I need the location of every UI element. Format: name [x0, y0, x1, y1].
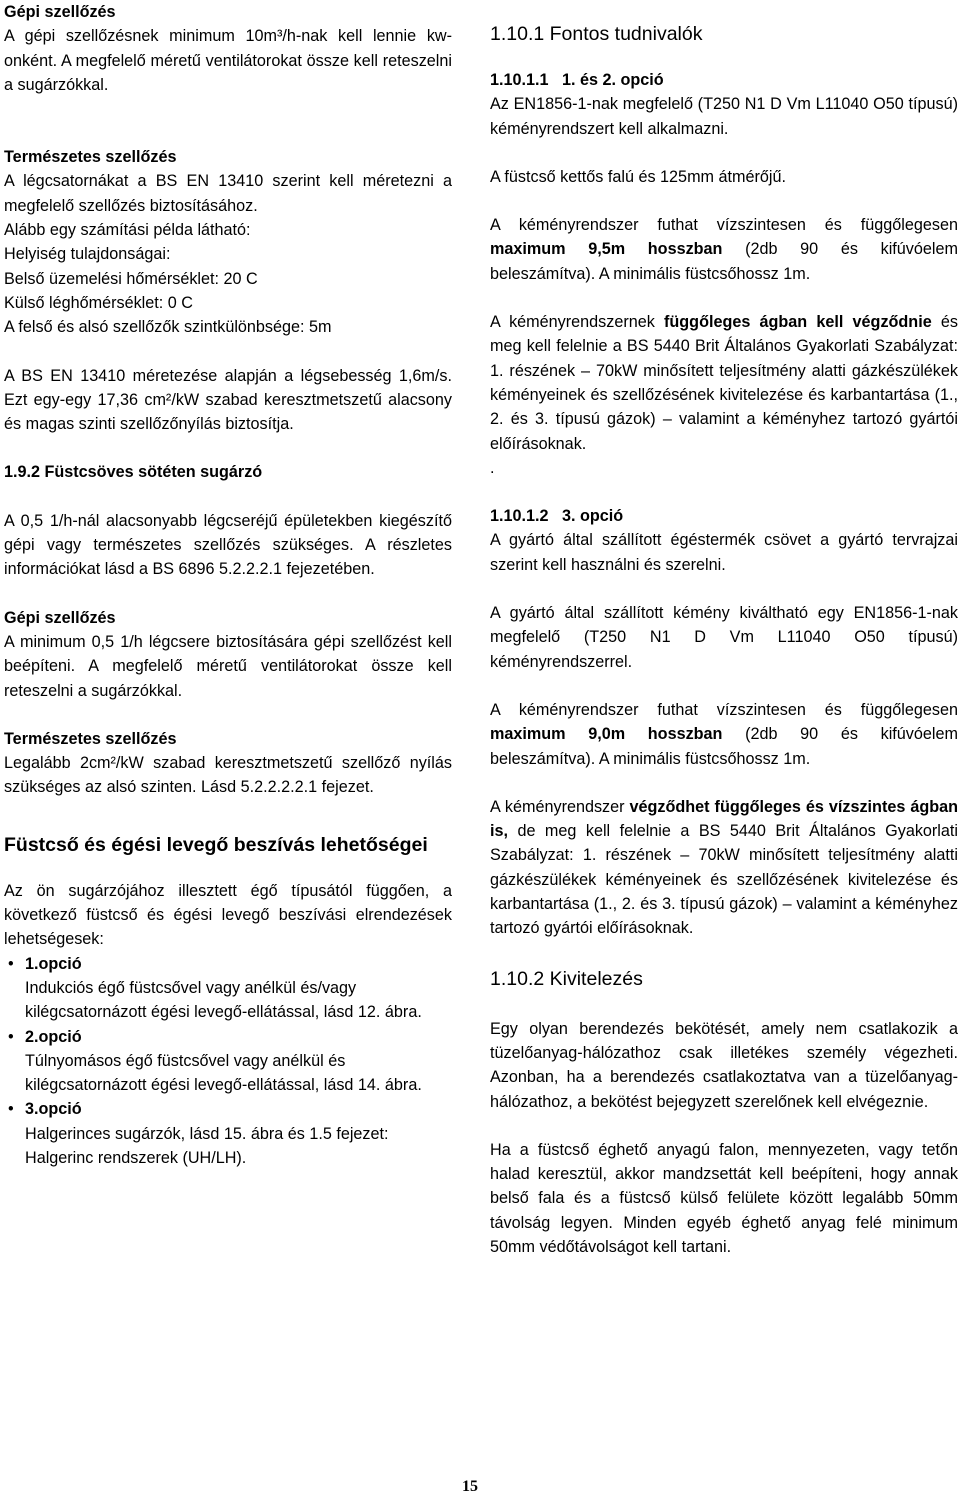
page-number: 15	[462, 1478, 478, 1495]
heading-natural-ventilation: Természetes szellőzés	[4, 729, 177, 748]
text-run: (2db 90 és kifúvóelem beleszámítva). A minimális füstcsőhossz 1m.	[490, 240, 958, 283]
heading-subsection-1-10-1-1: 1.10.1.1 1. és 2. opció	[490, 71, 664, 89]
list-item	[4, 1025, 452, 1098]
text-run: és meg kell felelnie a BS 5440 Brit Általános Gyakorlati Szabályzat: 1. részének – 70kW minősített teljesítmény alatti gázkészülékek kéményeinek és szellőzésének kivitelezése és karbantartása (1., 2. és 3. típusú gázok) – valamint a kéményhez tartozó gyártói előírásoknak.	[490, 313, 958, 453]
heading-section-1-9-2: 1.9.2 Füstcsöves sötéten sugárzó	[4, 463, 263, 482]
heading-mechanical-ventilation: Gépi szellőzés	[4, 3, 116, 21]
calc-line: A felső és alsó szellőzők szintkülönbsége: 5m	[4, 318, 332, 337]
paragraph: A minimum 0,5 1/h légcsere biztosítására gépi szellőzést kell beépíteni. A megfelelő méretű ventilátorokat össze kell reteszelni a sugárzókkal.	[4, 632, 452, 700]
paragraph: Az EN1856-1-nak megfelelő (T250 N1 D Vm L11040 O50 típusú) kéményrendszert kell alkalmazni.	[490, 95, 958, 138]
heading-section-1-10-1: 1.10.1 Fontos tudnivalók	[490, 23, 703, 45]
text-run-bold: függőleges ágban kell végződnie	[664, 313, 932, 332]
heading-natural-ventilation: Természetes szellőzés	[4, 148, 177, 167]
option-text: Halgerinces sugárzók, lásd 15. ábra és 1.5 fejezet: Halgerinc rendszerek (UH/LH).	[25, 1124, 389, 1167]
option-label: 3.opció	[25, 1100, 82, 1119]
text-run: A kéményrendszer	[490, 797, 630, 816]
text-run: A kéményrendszer futhat vízszintesen és függőlegesen	[490, 700, 958, 719]
paragraph: A gépi szellőzésnek minimum 10m³/h-nak kell lennie kw-onként. A megfelelő méretű ventilátorokat össze kell reteszelni a sugárzókkal.	[4, 27, 452, 94]
option-list	[4, 952, 452, 1171]
heading-subsection-1-10-1-2: 1.10.1.2 3. opció	[490, 507, 624, 526]
paragraph: .	[490, 458, 495, 477]
calc-line: Alább egy számítási példa látható:	[4, 221, 251, 240]
text-run-bold: maximum 9,0m hosszban	[490, 725, 723, 744]
heading-mechanical-ventilation: Gépi szellőzés	[4, 608, 116, 627]
bullet-icon: •	[8, 1100, 14, 1119]
option-text: Túlnyomásos égő füstcsővel vagy anélkül és kilégcsatornázott égési levegő-ellátással, lásd 14. ábra.	[25, 1051, 422, 1095]
paragraph: Az ön sugárzójához illesztett égő típusától függően, a következő füstcső és égési levegő beszívási elrendezések lehetségesek:	[4, 881, 452, 949]
paragraph	[490, 795, 958, 941]
paragraph: A 0,5 1/h-nál alacsonyabb légcseréjű épületekben kiegészítő gépi vagy természetes szellőzés szükséges. A részletes információkat lásd a BS 6896 5.2.2.2.1 fejezetében.	[4, 511, 452, 579]
paragraph	[490, 213, 958, 286]
text-run-bold: végződhet függőleges és vízszintes ágban is,	[490, 797, 958, 841]
paragraph: A gyártó által szállított égéstermék csövet a gyártó tervrajzai szerint kell használni és szerelni.	[490, 531, 958, 574]
text-run-bold: maximum 9,5m hosszban	[490, 240, 723, 259]
paragraph: Ha a füstcső éghető anyagú falon, mennyezeten, vagy tetőn halad keresztül, akkor mandzsettát kell beépíteni, hogy annak belső fala és a füstcső külső felülete között legalább 50mm távolság legyen. Minden egyéb éghető anyag felé minimum 50mm védőtávolságot kell tartani.	[490, 1140, 958, 1256]
list-item	[4, 952, 452, 1025]
text-run: A kéményrendszer futhat vízszintesen és függőlegesen	[490, 216, 958, 235]
paragraph: A füstcső kettős falú és 125mm átmérőjű.	[490, 167, 787, 186]
paragraph	[490, 698, 958, 771]
left-column	[4, 0, 452, 1170]
paragraph: A BS EN 13410 méretezése alapján a légsebesség 1,6m/s. Ezt egy-egy 17,36 cm²/kW szabad keresztmetszetű alacsony és magas szinti szellőzőnyílás biztosítja.	[4, 366, 452, 434]
bullet-icon: •	[8, 1027, 14, 1046]
text-run: de meg kell felelnie a BS 5440 Brit Általános Gyakorlati Szabályzat: 1. részének – 70kW minősített teljesítmény alatti gázkészülékek kéményeinek és szellőzésének kivitelezése és karbantartása (1., 2. és 3. típusú gázok) – valamint a kéményhez tartozó gyártói előírásoknak.	[490, 822, 958, 938]
bullet-icon: •	[8, 954, 14, 973]
option-label: 1.opció	[25, 954, 82, 973]
paragraph: Egy olyan berendezés bekötését, amely nem csatlakozik a tüzelőanyag-hálózathoz csak illetékes személy végezheti. Azonban, ha a berendezés csatlakoztatva van a tüzelőanyag-hálózathoz, a bekötést bejegyzett szerelőnek kell elvégeznie.	[490, 1019, 958, 1111]
paragraph	[490, 310, 958, 456]
paragraph: A légcsatornákat a BS EN 13410 szerint kell méretezni a megfelelő szellőzés biztosításához.	[4, 172, 452, 215]
option-label: 2.opció	[25, 1027, 82, 1046]
heading-flue-options: Füstcső és égési levegő beszívás lehetőségei	[4, 833, 428, 856]
calc-line: Helyiség tulajdonságai:	[4, 245, 171, 264]
calc-line: Belső üzemelési hőmérséklet: 20 C	[4, 269, 258, 288]
right-column	[490, 0, 958, 1259]
paragraph: A gyártó által szállított kémény kiváltható egy EN1856-1-nak megfelelő (T250 N1 D Vm L11040 O50 típusú) kéményrendszerrel.	[490, 604, 958, 671]
text-run: (2db 90 és kifúvóelem beleszámítva). A minimális füstcsőhossz 1m.	[490, 725, 958, 768]
option-text: Indukciós égő füstcsővel vagy anélkül és/vagy kilégcsatornázott égési levegő-ellátással, lásd 12. ábra.	[25, 978, 422, 1022]
text-run: A kéményrendszernek	[490, 313, 665, 332]
list-item	[4, 1097, 452, 1170]
heading-section-1-10-2: 1.10.2 Kivitelezés	[490, 967, 643, 990]
paragraph: Legalább 2cm²/kW szabad keresztmetszetű szellőző nyílás szükséges az alsó szinten. Lásd 5.2.2.2.2.1 fejezet.	[4, 754, 452, 797]
calc-line: Külső léghőmérséklet: 0 C	[4, 293, 193, 312]
